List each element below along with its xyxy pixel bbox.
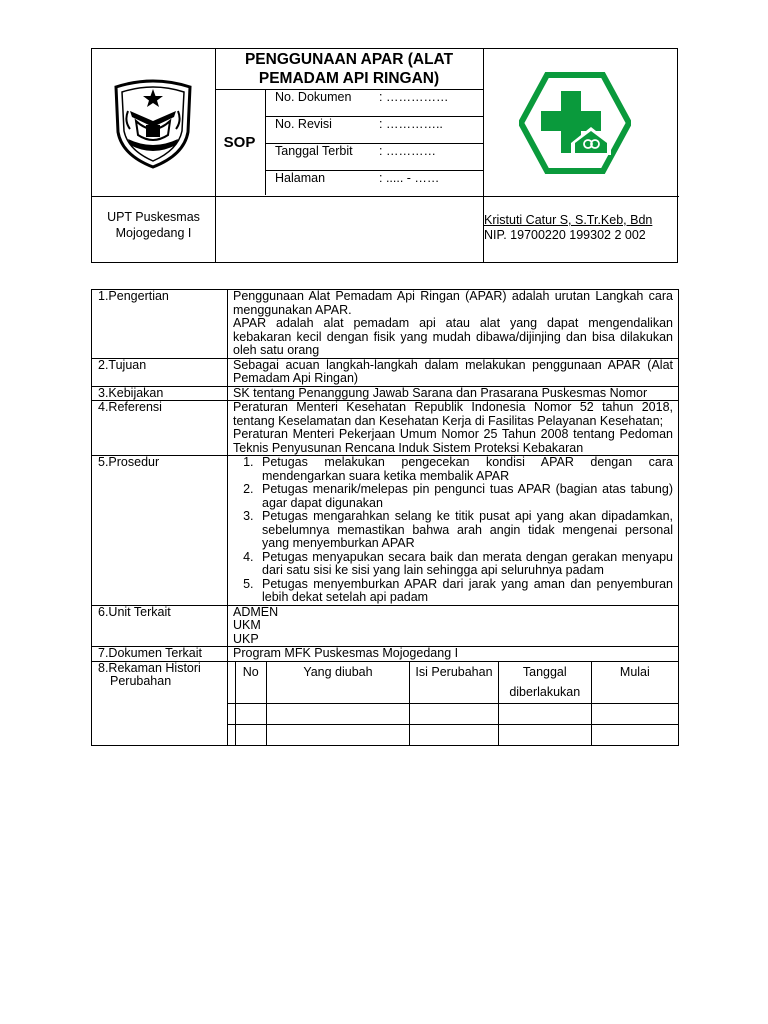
meta-value: : …………… (379, 90, 449, 104)
org-line-2: Mojogedang I (115, 226, 192, 240)
regency-emblem-icon (108, 77, 198, 169)
row-tujuan (92, 358, 679, 386)
sop-label: SOP (223, 134, 256, 151)
row-prosedur (92, 456, 679, 606)
history-cell (498, 724, 591, 745)
section-label: 3.Kebijakan (92, 386, 228, 401)
meta-halaman (265, 170, 483, 197)
history-row (228, 703, 678, 724)
history-row (228, 724, 678, 745)
section-content: SK tentang Penanggung Jawab Sarana dan Prasarana Puskesmas Nomor (228, 386, 679, 401)
row-pengertian (92, 290, 679, 359)
section-label (92, 661, 228, 745)
meta-no-dokumen (265, 89, 483, 116)
section-content: Program MFK Puskesmas Mojogedang I (228, 647, 679, 662)
row-referensi (92, 401, 679, 456)
history-header-row (228, 662, 678, 704)
procedure-step: 3. Petugas mengarahkan selang ke titik pusat api yang akan dipadamkan, sebelumnya memastikan bahwa arah angin tidak mengenai personal yang menyemburkan APAR (257, 510, 673, 551)
procedure-step: 2. Petugas menarik/melepas pin pengunci tuas APAR (bagian atas tabung) agar dapat digunakan (257, 483, 673, 510)
meta-value: : ………….. (379, 117, 443, 131)
history-spacer-cell (228, 662, 235, 704)
section-content (228, 401, 679, 456)
section-content (228, 605, 679, 647)
section-label: 5.Prosedur (92, 456, 228, 606)
unit-item: UKM (233, 618, 261, 632)
title-line-2: PEMADAM API RINGAN) (258, 70, 440, 87)
section-content (228, 456, 679, 606)
sop-header (91, 48, 678, 263)
section-label: 4.Referensi (92, 401, 228, 456)
section-label: 7.Dokumen Terkait (92, 647, 228, 662)
history-cell (266, 703, 409, 724)
meta-key: Tanggal Terbit (275, 144, 353, 158)
row-kebijakan (92, 386, 679, 401)
section-label: 6.Unit Terkait (92, 605, 228, 647)
paragraph: APAR adalah alat pemadam api atau alat yang dapat mengendalikan kebakaran kecil dengan fisik yang mudah dibawa/dijinjing dan bisa dilakukan oleh satu orang (233, 316, 673, 357)
history-cell (228, 703, 235, 724)
meta-tanggal-terbit (265, 143, 483, 170)
change-history-table (228, 662, 678, 745)
history-header-cell: No (235, 662, 266, 704)
puskesmas-logo-icon (519, 71, 631, 175)
organization-name (92, 196, 215, 263)
procedure-step: 1. Petugas melakukan pengecekan kondisi APAR dengan cara mendengarkan suara ketika membalik APAR (257, 456, 673, 483)
meta-key: No. Revisi (275, 117, 332, 131)
section-content: Sebagai acuan langkah-langkah dalam melakukan penggunaan APAR (Alat Pemadam Api Ringan) (228, 358, 679, 386)
signature-block (483, 196, 680, 243)
history-header-cell: Isi Perubahan (410, 662, 499, 704)
paragraph: Peraturan Menteri Kesehatan Republik Indonesia Nomor 52 tahun 2018, tentang Keselamatan dan Kesehatan Kerja di Fasilitas Pelayanan Kesehatan; (233, 400, 673, 428)
history-cell (235, 703, 266, 724)
row-dokumen-terkait (92, 647, 679, 662)
title-line-1: PENGGUNAAN APAR (ALAT (244, 51, 454, 68)
label-line-1: 8.Rekaman Histori (98, 660, 201, 675)
document-title (215, 49, 483, 88)
meta-key: No. Dokumen (275, 90, 352, 104)
history-header-cell: Tanggal diberlakukan (498, 662, 591, 704)
history-cell (228, 724, 235, 745)
paragraph: Penggunaan Alat Pemadam Api Ringan (APAR) adalah urutan Langkah cara menggunakan APAR. (233, 289, 673, 317)
meta-value: : ..... - …… (379, 171, 440, 185)
org-line-1: UPT Puskesmas (107, 210, 200, 224)
unit-item: UKP (233, 631, 259, 646)
history-header-cell: Yang diubah (266, 662, 409, 704)
history-cell (266, 724, 409, 745)
history-cell (591, 724, 678, 745)
row-rekaman-histori (92, 661, 679, 745)
paragraph: Peraturan Menteri Pekerjaan Umum Nomor 25 Tahun 2008 tentang Pedoman Teknis Penyusunan Rencana Induk Sistem Proteksi Kebakaran (233, 427, 673, 455)
row-unit-terkait (92, 605, 679, 647)
signer-name: Kristuti Catur S, S.Tr.Keb, Bdn (484, 213, 653, 227)
signer-nip: NIP. 19700220 199302 2 002 (484, 228, 646, 242)
unit-item: ADMEN (233, 604, 279, 619)
procedure-list (233, 456, 673, 605)
meta-value: : ………… (379, 144, 436, 158)
section-content (228, 661, 679, 745)
history-cell (498, 703, 591, 724)
meta-no-revisi (265, 116, 483, 143)
procedure-step: 4. Petugas menyapukan secara baik dan merata dengan gerakan menyapu dari satu sisi ke sisi yang lain sehingga api seluruhnya padam (257, 551, 673, 578)
procedure-step: 5. Petugas menyemburkan APAR dari jarak yang aman dan penyemburan lebih dekat setelah api padam (257, 578, 673, 605)
history-cell (410, 724, 499, 745)
sop-content-table (91, 289, 679, 746)
section-label: 1.Pengertian (92, 290, 228, 359)
section-content (228, 290, 679, 359)
history-cell (410, 703, 499, 724)
label-line-2: Perubahan (110, 674, 172, 688)
history-cell (591, 703, 678, 724)
section-label: 2.Tujuan (92, 358, 228, 386)
meta-key: Halaman (275, 171, 326, 185)
history-cell (235, 724, 266, 745)
history-header-cell: Mulai (591, 662, 678, 704)
